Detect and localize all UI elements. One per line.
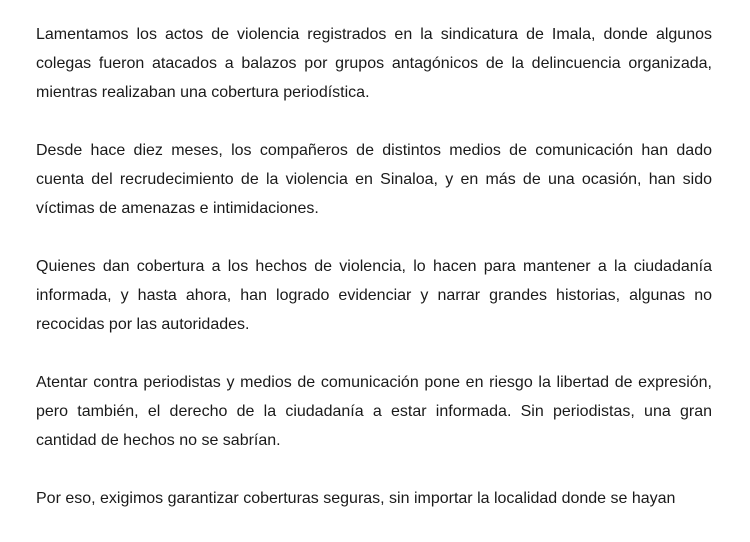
paragraph-4: Atentar contra periodistas y medios de comunicación pone en riesgo la libertad de expresión, pero también, el derecho de la ciudadanía a estar informada. Sin periodistas, una gran cantidad de hechos no se sabrían. bbox=[36, 374, 712, 449]
document-body bbox=[36, 20, 712, 542]
paragraph-3: Quienes dan cobertura a los hechos de violencia, lo hacen para mantener a la ciudadanía informada, y hasta ahora, han logrado evidenciar y narrar grandes historias, algunas no recocidas por las autoridades. bbox=[36, 258, 712, 333]
paragraph-1: Lamentamos los actos de violencia registrados en la sindicatura de Imala, donde algunos colegas fueron atacados a balazos por grupos antagónicos de la delincuencia organizada, mientras realizaban una cobertura periodística. bbox=[36, 26, 712, 101]
paragraph-5: Por eso, exigimos garantizar coberturas seguras, sin importar la localidad donde se hayan bbox=[36, 490, 676, 507]
paragraph-2: Desde hace diez meses, los compañeros de distintos medios de comunicación han dado cuenta del recrudecimiento de la violencia en Sinaloa, y en más de una ocasión, han sido víctimas de amenazas e intimidaciones. bbox=[36, 142, 712, 217]
